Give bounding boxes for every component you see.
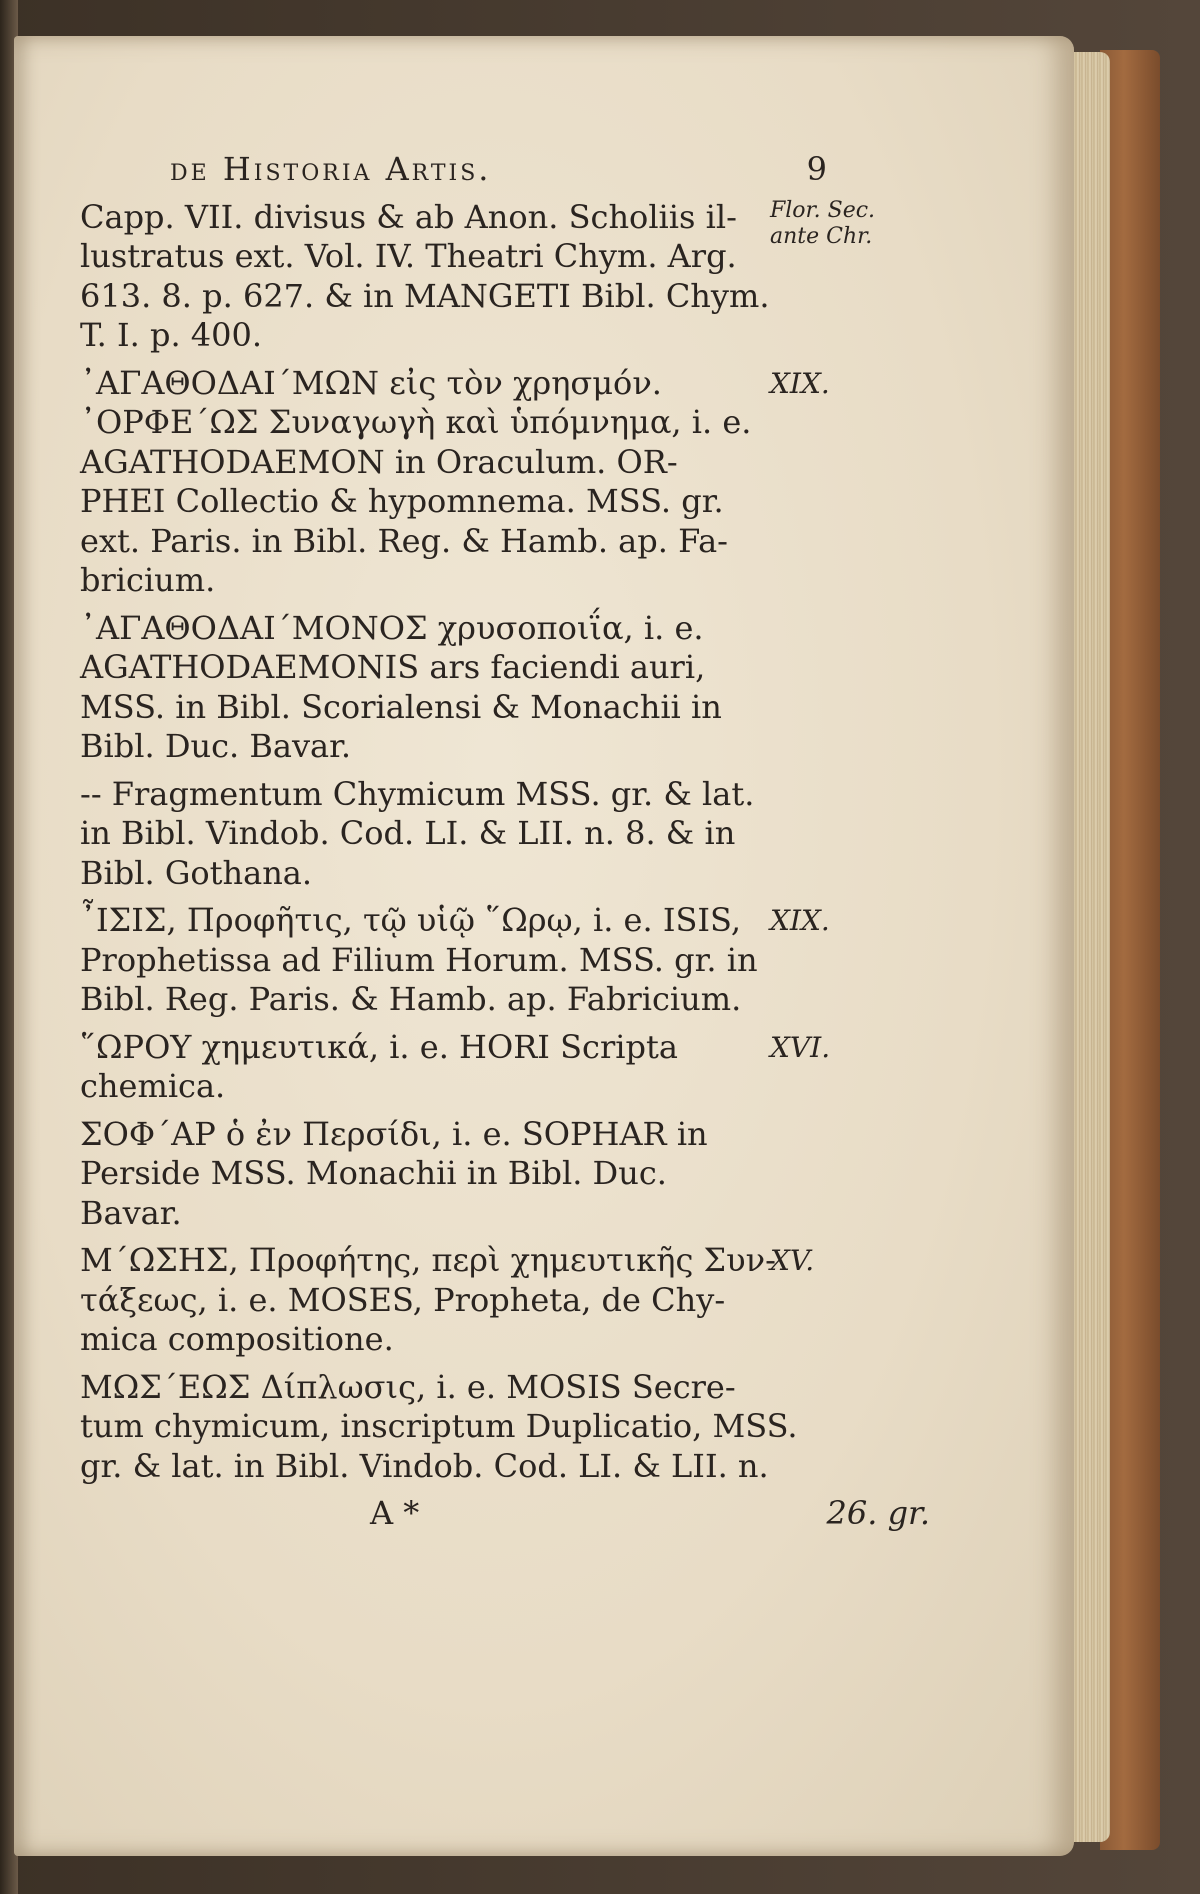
running-head bbox=[170, 150, 830, 190]
text-line: Perside MSS. Monachii in Bibl. Duc. bbox=[80, 1154, 667, 1192]
text-line: ᾿ΑΓΑΘΟΔΑΙ΄ΜΟΝΟΣ χρυσοποιΐα, i. e. bbox=[80, 608, 704, 647]
text-line: ᾿ΑΓΑΘΟΔΑΙ΄ΜΩΝ εἰς τὸν χρησμόν. bbox=[80, 363, 662, 402]
entry-text bbox=[80, 901, 758, 1020]
text-line: mica compositione. bbox=[80, 1320, 394, 1358]
entry-text bbox=[80, 363, 752, 601]
catchword: 26. gr. bbox=[826, 1494, 930, 1532]
text-line: Bavar. bbox=[80, 1193, 182, 1232]
text-line: Bibl. Reg. Paris. & Hamb. ap. Fabricium. bbox=[80, 980, 742, 1018]
margin-note bbox=[740, 1368, 920, 1487]
text-line: Bibl. Gothana. bbox=[80, 853, 313, 892]
text-line: Capp. VII. divisus & ab Anon. Scholiis il- bbox=[80, 197, 737, 236]
entry bbox=[80, 364, 1020, 601]
text-line: tum chymicum, inscriptum Duplicatio, MSS. bbox=[80, 1407, 798, 1445]
text-line: AGATHODAEMONIS ars faciendi auri, bbox=[80, 648, 706, 686]
text-line: ΣΟΦ΄ΑΡ ὁ ἐν Περσίδι, i. e. SOPHAR in bbox=[80, 1114, 708, 1153]
text-line: bricium. bbox=[80, 561, 216, 599]
page-number: 9 bbox=[806, 150, 830, 188]
margin-note: XV. bbox=[770, 1244, 815, 1277]
text-line: τάξεως, i. e. MOSES, Propheta, de Chy- bbox=[80, 1280, 726, 1319]
text-line: gr. & lat. in Bibl. Vindob. Cod. LI. & LII. n. bbox=[80, 1446, 769, 1485]
text-line: Prophetissa ad Filium Horum. MSS. gr. in bbox=[80, 940, 758, 979]
page-text bbox=[80, 150, 1020, 1534]
text-line: 613. 8. p. 627. & in MANGETI Bibl. Chym. bbox=[80, 276, 770, 315]
entry-text bbox=[80, 1028, 740, 1107]
text-line: AGATHODAEMON in Oraculum. OR- bbox=[80, 442, 678, 481]
entry-text bbox=[80, 1241, 776, 1360]
margin-note bbox=[740, 775, 920, 894]
text-line: ΜΩΣ΄ΕΩΣ Δίπλωσις, i. e. MOSIS Secre- bbox=[80, 1367, 736, 1406]
running-head-title: de Historia Artis. bbox=[170, 150, 492, 188]
entry bbox=[80, 609, 1020, 767]
text-line: PHEI Collectio & hypomnema. MSS. gr. bbox=[80, 482, 724, 520]
text-line: -- Fragmentum Chymicum MSS. gr. & lat. bbox=[80, 774, 755, 813]
text-line: Bibl. Duc. Bavar. bbox=[80, 727, 352, 765]
entry-text bbox=[80, 609, 740, 767]
entry-text bbox=[80, 1367, 798, 1487]
margin-note bbox=[740, 1115, 920, 1234]
entry bbox=[80, 901, 1020, 1020]
text-line: lustratus ext. Vol. IV. Theatri Chym. Arg. bbox=[80, 237, 737, 275]
entry bbox=[80, 1115, 1020, 1234]
margin-note bbox=[740, 609, 920, 767]
margin-note: XVI. bbox=[770, 1030, 831, 1064]
text-line: ῏ΙΣΙΣ, Προφῆτις, τῷ υἱῷ ῞Ωρῳ, i. e. ISIS, bbox=[80, 901, 741, 939]
text-line: ext. Paris. in Bibl. Reg. & Hamb. ap. Fa- bbox=[80, 521, 728, 560]
text-line: T. I. p. 400. bbox=[80, 316, 263, 354]
margin-note: Flor. Sec. ante Chr. bbox=[770, 197, 876, 249]
margin-note: XIX. bbox=[770, 366, 830, 400]
page-footer bbox=[370, 1494, 930, 1534]
text-line: ᾿ΟΡΦΕ΄ΩΣ Συναγωγὴ καὶ ὑπόμνημα, i. e. bbox=[80, 403, 752, 441]
text-line: ῞ΩΡΟΥ χημευτικά, i. e. HORI Scripta bbox=[80, 1027, 678, 1066]
text-line: in Bibl. Vindob. Cod. LI. & LII. n. 8. & in bbox=[80, 814, 736, 852]
entry bbox=[80, 1241, 1020, 1360]
entry bbox=[80, 198, 1020, 356]
text-line: MSS. in Bibl. Scorialensi & Monachii in bbox=[80, 687, 722, 726]
margin-note: XIX. bbox=[770, 904, 830, 937]
entry-text bbox=[80, 197, 770, 356]
entry bbox=[80, 775, 1020, 894]
entry-text bbox=[80, 774, 755, 894]
text-line: chemica. bbox=[80, 1067, 226, 1105]
entry bbox=[80, 1368, 1020, 1487]
text-line: Μ΄ΩΣΗΣ, Προφήτης, περὶ χημευτικῆς Συν- bbox=[80, 1241, 776, 1279]
signature-mark: A * bbox=[370, 1494, 420, 1532]
entry-text bbox=[80, 1115, 740, 1234]
entry bbox=[80, 1028, 1020, 1107]
